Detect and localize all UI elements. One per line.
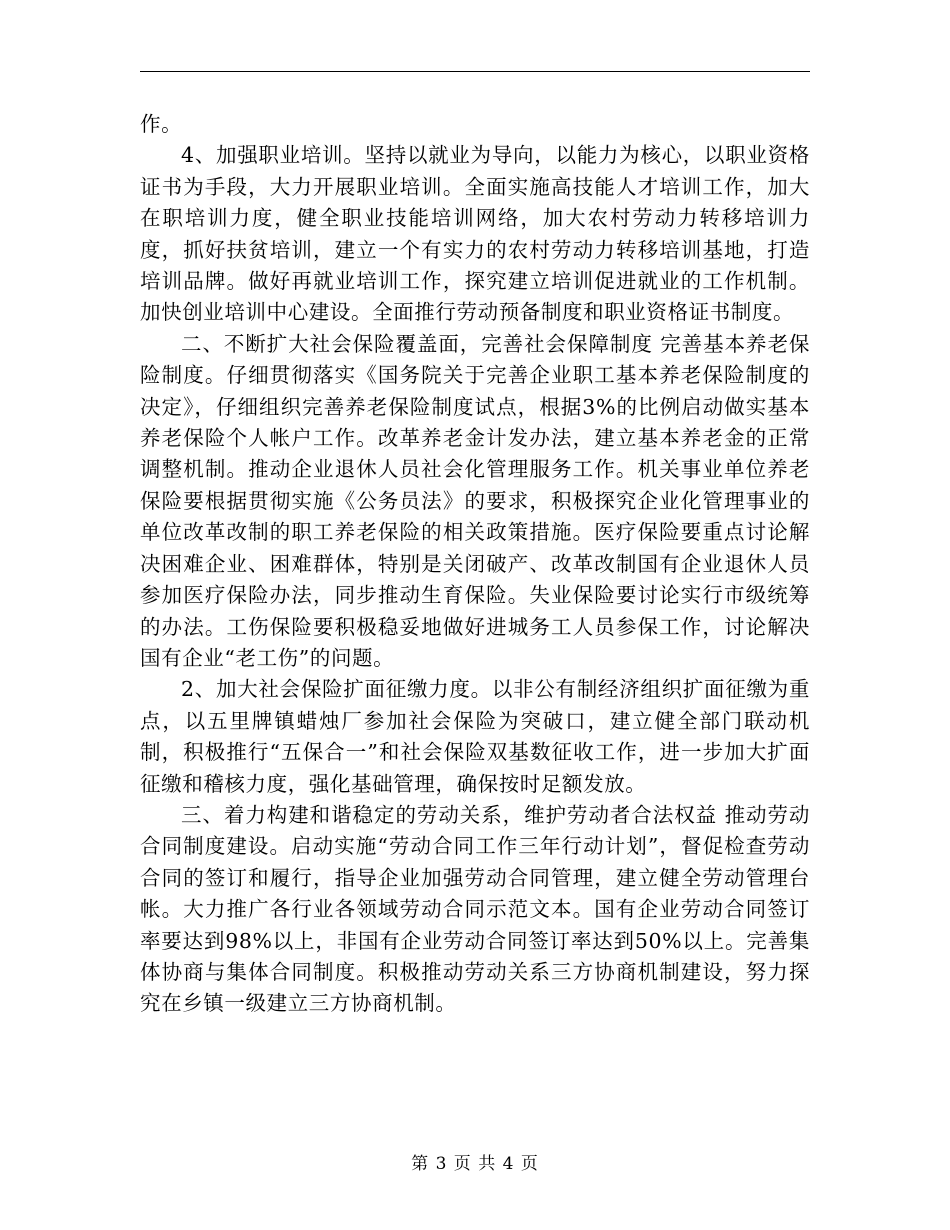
document-body (140, 109, 810, 1020)
paragraph-social-insurance: 二、不断扩大社会保险覆盖面，完善社会保障制度 完善基本养老保险制度。仔细贯彻落实《国务院关于完善企业职工基本养老保险制度的决定》，仔细组织完善养老保险制度试点，根据3%的比例启动做实基本养老保险个人帐户工作。改革养老金计发办法，建立基本养老金的正常调整机制。推动企业退休人员社会化管理服务工作。机关事业单位养老保险要根据贯彻实施《公务员法》的要求，积极探究企业化管理事业的单位改革改制的职工养老保险的相关政策措施。医疗保险要重点讨论解决困难企业、困难群体，特别是关闭破产、改革改制国有企业退休人员参加医疗保险办法，同步推动生育保险。失业保险要讨论实行市级统筹的办法。工伤保险要积极稳妥地做好进城务工人员参保工作，讨论解决国有企业“老工伤”的问题。 (140, 331, 810, 670)
paragraph-vocational-training: 4、加强职业培训。坚持以就业为导向，以能力为核心，以职业资格证书为手段，大力开展职业培训。全面实施高技能人才培训工作，加大在职培训力度，健全职业技能培训网络，加大农村劳动力转移培训力度，抓好扶贫培训，建立一个有实力的农村劳动力转移培训基地，打造培训品牌。做好再就业培训工作，探究建立培训促进就业的工作机制。加快创业培训中心建设。全面推行劳动预备制度和职业资格证书制度。 (140, 143, 810, 325)
paragraph-insurance-collection: 2、加大社会保险扩面征缴力度。以非公有制经济组织扩面征缴为重点，以五里牌镇蜡烛厂参加社会保险为突破口，建立健全部门联动机制，积极推行“五保合一”和社会保险双基数征收工作，进一步加大扩面征缴和稽核力度，强化基础管理，确保按时足额发放。 (140, 677, 810, 796)
header-rule (140, 71, 810, 72)
paragraph-continuation: 作。 (140, 112, 183, 136)
page-number: 第 3 页 共 4 页 (411, 1154, 539, 1174)
paragraph-labor-relations: 三、着力构建和谐稳定的劳动关系，维护劳动者合法权益 推动劳动合同制度建设。启动实施“劳动合同工作三年行动计划”，督促检查劳动合同的签订和履行，指导企业加强劳动合同管理，建立健全劳动管理台帐。大力推广各行业各领域劳动合同示范文本。国有企业劳动合同签订率要达到98%以上，非国有企业劳动合同签订率达到50%以上。完善集体协商与集体合同制度。积极推动劳动关系三方协商机制建设，努力探究在乡镇一级建立三方协商机制。 (140, 802, 810, 1016)
